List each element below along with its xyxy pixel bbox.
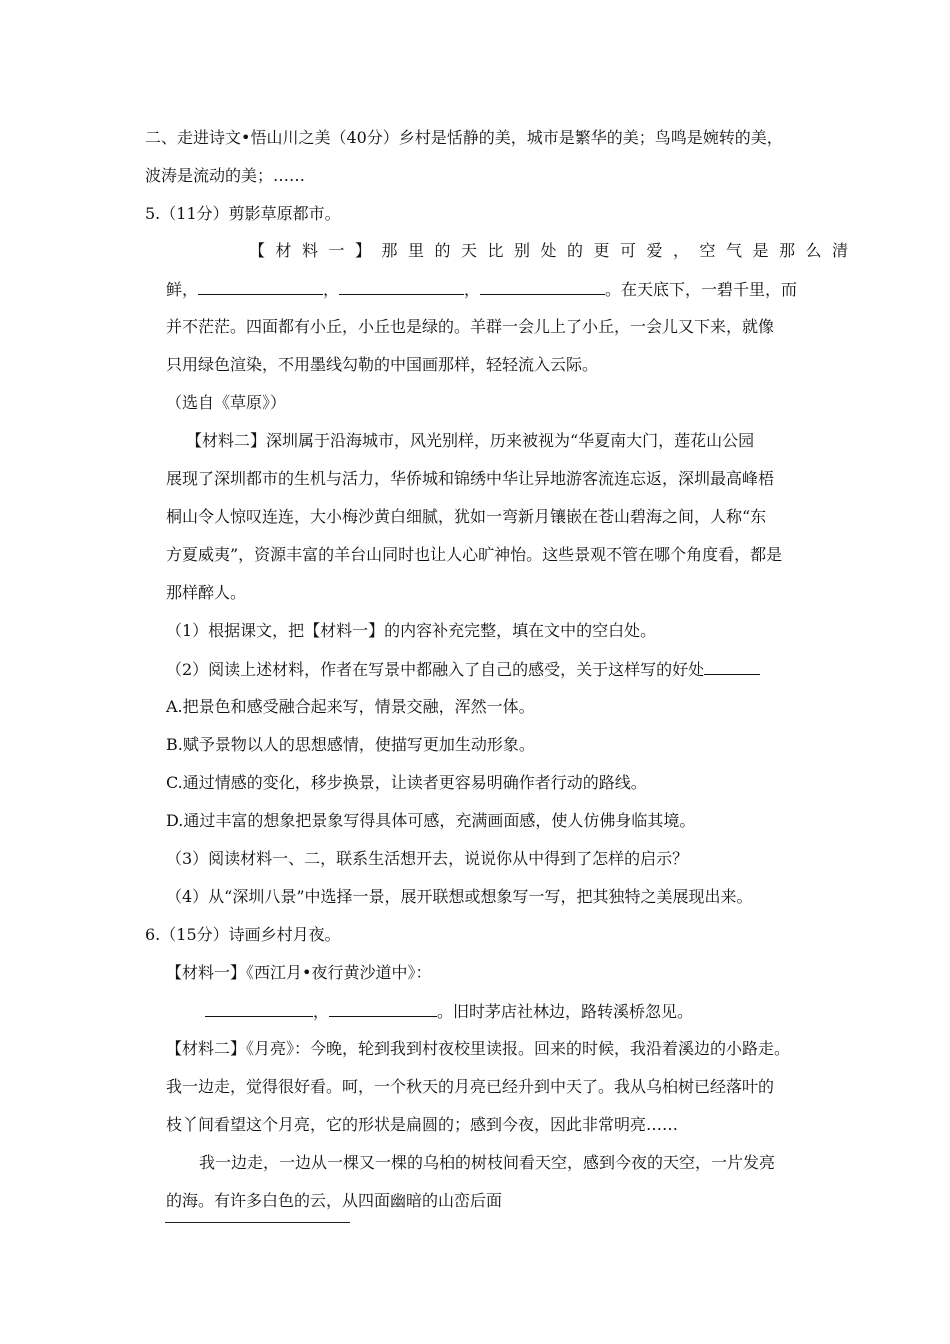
q5-material1-suffix: 。在天底下，一碧千里，而 [605, 280, 798, 299]
q6-material1-head: 【材料一】《西江月•夜行黄沙道中》： [166, 963, 432, 982]
q6-material2-line3: 枝丫间看望这个月亮，它的形状是扁圆的；感到今夜，因此非常明亮…… [166, 1115, 679, 1134]
q5-title: 5.（11分）剪影草原都市。 [145, 204, 341, 223]
q5-material2-line3: 桐山令人惊叹连连，大小梅沙黄白细腻，犹如一弯新月镶嵌在苍山碧海之间，人称“东 [166, 507, 767, 526]
q6-material2-line1: 【材料二】《月亮》：今晚，轮到我到村夜校里读报。回来的时候，我沿着溪边的小路走。 [166, 1039, 791, 1058]
footnote-divider [165, 1222, 350, 1223]
poem-separator: ， [313, 1002, 330, 1021]
q6-poem-suffix: 。旧时茅店社林边，路转溪桥忽见。 [437, 1002, 694, 1021]
answer-blank-3[interactable] [480, 279, 605, 295]
q5-material1-prefix: 鲜， [166, 280, 199, 299]
q6-title: 6.（15分）诗画乡村月夜。 [145, 925, 341, 944]
answer-blank-4[interactable] [704, 659, 760, 675]
q5-material1-line3: 并不茫茫。四面都有小丘，小丘也是绿的。羊群一会儿上了小丘，一会儿又下来，就像 [166, 317, 775, 336]
q5-sub4: （4）从“深圳八景”中选择一景，展开联想或想象写一写，把其独特之美展现出来。 [166, 887, 753, 906]
q5-material2-line5: 那样醉人。 [166, 583, 247, 602]
q5-material1-source: （选自《草原》） [166, 393, 287, 412]
q6-material2-line4: 我一边走，一边从一棵又一棵的乌桕的树枝间看天空，感到今夜的天空，一片发亮 [199, 1153, 776, 1172]
answer-blank-5[interactable] [205, 1001, 313, 1017]
answer-blank-2[interactable] [339, 279, 464, 295]
q5-material1-line2 [166, 279, 797, 300]
section-header-line2: 波涛是流动的美；…… [145, 166, 306, 185]
q5-material1-line1: 【材料一】那里的天比别处的更可爱，空气是那么清 [249, 241, 859, 260]
option-b: B.赋予景物以人的思想感情，使描写更加生动形象。 [166, 735, 535, 754]
option-c: C.通过情感的变化，移步换景，让读者更容易明确作者行动的路线。 [166, 773, 647, 792]
answer-blank-1[interactable] [198, 279, 323, 295]
q5-sub1: （1）根据课文，把【材料一】的内容补充完整，填在文中的空白处。 [166, 621, 657, 640]
q5-material2-line4: 方夏威夷”，资源丰富的羊台山同时也让人心旷神怡。这些景观不管在哪个角度看，都是 [166, 545, 783, 564]
q6-material2-line5: 的海。有许多白色的云，从四面幽暗的山峦后面 [166, 1191, 503, 1210]
option-d: D.通过丰富的想象把景象写得具体可感，充满画面感，使人仿佛身临其境。 [166, 811, 696, 830]
option-a: A.把景色和感受融合起来写，情景交融，浑然一体。 [166, 697, 535, 716]
q5-material1-line4: 只用绿色渲染，不用墨线勾勒的中国画那样，轻轻流入云际。 [166, 355, 599, 374]
q6-poem-line [205, 1001, 693, 1022]
answer-blank-6[interactable] [329, 1001, 437, 1017]
blank-separator-2: ， [464, 280, 481, 299]
q5-sub3: （3）阅读材料一、二，联系生活想开去，说说你从中得到了怎样的启示？ [166, 849, 689, 868]
section-header-line1: 二、走进诗文•悟山川之美（40分）乡村是恬静的美，城市是繁华的美；鸟鸣是婉转的美， [145, 128, 783, 147]
blank-separator-1: ， [323, 280, 340, 299]
q5-sub2-text: （2）阅读上述材料，作者在写景中都融入了自己的感受，关于这样写的好处 [166, 660, 705, 679]
q5-material2-line1: 【材料二】深圳属于沿海城市，风光别样，历来被视为“华夏南大门，莲花山公园 [186, 431, 755, 450]
q5-material2-line2: 展现了深圳都市的生机与活力，华侨城和锦绣中华让异地游客流连忘返，深圳最高峰梧 [166, 469, 775, 488]
q5-sub2 [166, 659, 760, 680]
q6-material2-line2: 我一边走，觉得很好看。呵，一个秋天的月亮已经升到中天了。我从乌桕树已经落叶的 [166, 1077, 775, 1096]
